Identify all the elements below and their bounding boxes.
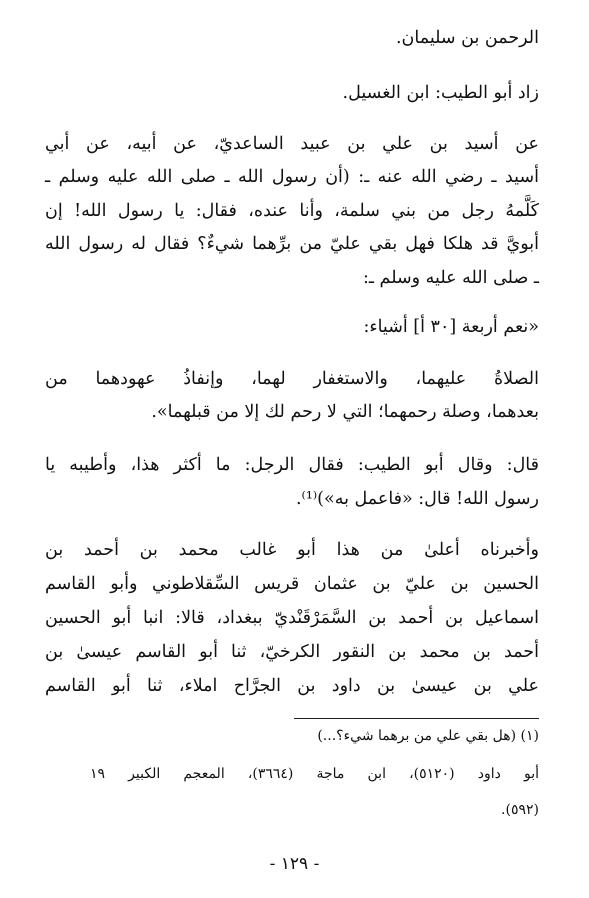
footnote-line-1: (١) (هل بقي علي من برهما شيء؟...) [317, 728, 539, 744]
text-line-5: كَلَّمهُ رجل من بني سلمة، وأنا عنده، فقال: يا رسول الله! إن [45, 201, 539, 221]
text-line-16: أحمد بن محمد بن النقور الكرخيّ، ثنا أبو القاسم عيسىٰ بن [45, 642, 539, 662]
footnote-line-2: أبو داود (٥١٢٠)، ابن ماجة (٣٦٦٤)، المعجم الكبير ١٩ [90, 766, 539, 782]
text-line-17: علي بن عيسىٰ بن داود بن الجرَّاح املاء، ثنا أبو القاسم [45, 676, 539, 696]
text-line-8: «نعم أربعة [٣٠ أ] أشياء: [363, 317, 539, 337]
text-line-15: اسماعيل بن أحمد بن السَّمَرْقَنْديّ ببغداد، قالا: انبا أبو الحسين [45, 608, 539, 628]
footnote-line-3: (٥٩٢). [501, 802, 539, 818]
text-line-7: ـ صلى الله عليه وسلم ـ: [362, 268, 539, 288]
text-line-11: قال: وقال أبو الطيب: فقال الرجل: ما أكثر هذا، وأطيبه يا [45, 455, 539, 475]
text-line-3: عن أسيد بن علي بن عبيد الساعديّ، عن أبيه، عن أبي [45, 134, 539, 154]
text-line-14: الحسين بن عليّ بن عثمان قريس السِّقلاطوني وأبو القاسم [45, 574, 539, 594]
page-number: - ١٢٩ - [269, 854, 320, 874]
text-line-4: أسيد ـ رضي الله عنه ـ: (أن رسول الله ـ صلى الله عليه وسلم ـ [45, 167, 539, 187]
text-line-13: وأخبرناه أعلىٰ من هذا أبو غالب محمد بن أحمد بن [45, 540, 539, 560]
text-line-9: الصلاةُ عليهما، والاستغفار لهما، وإنفاذُ عهودهما من [45, 369, 539, 389]
text-line-2: زاد أبو الطيب: ابن الغسيل. [342, 83, 539, 103]
text-line-1: الرحمن بن سليمان. [395, 28, 539, 48]
text-line-6: أبويَّ قد هلكا فهل بقي عليّ من برِّهما شيءٌ؟ فقال له رسول الله [45, 234, 539, 254]
footnote-separator [294, 718, 539, 719]
text-line-12: رسول الله! قال: «فاعمل به»)⁽¹⁾. [295, 489, 539, 509]
text-line-10: بعدهما، وصلة رحمهما؛ التي لا رحم لك إلا من قبلهما». [151, 402, 539, 422]
